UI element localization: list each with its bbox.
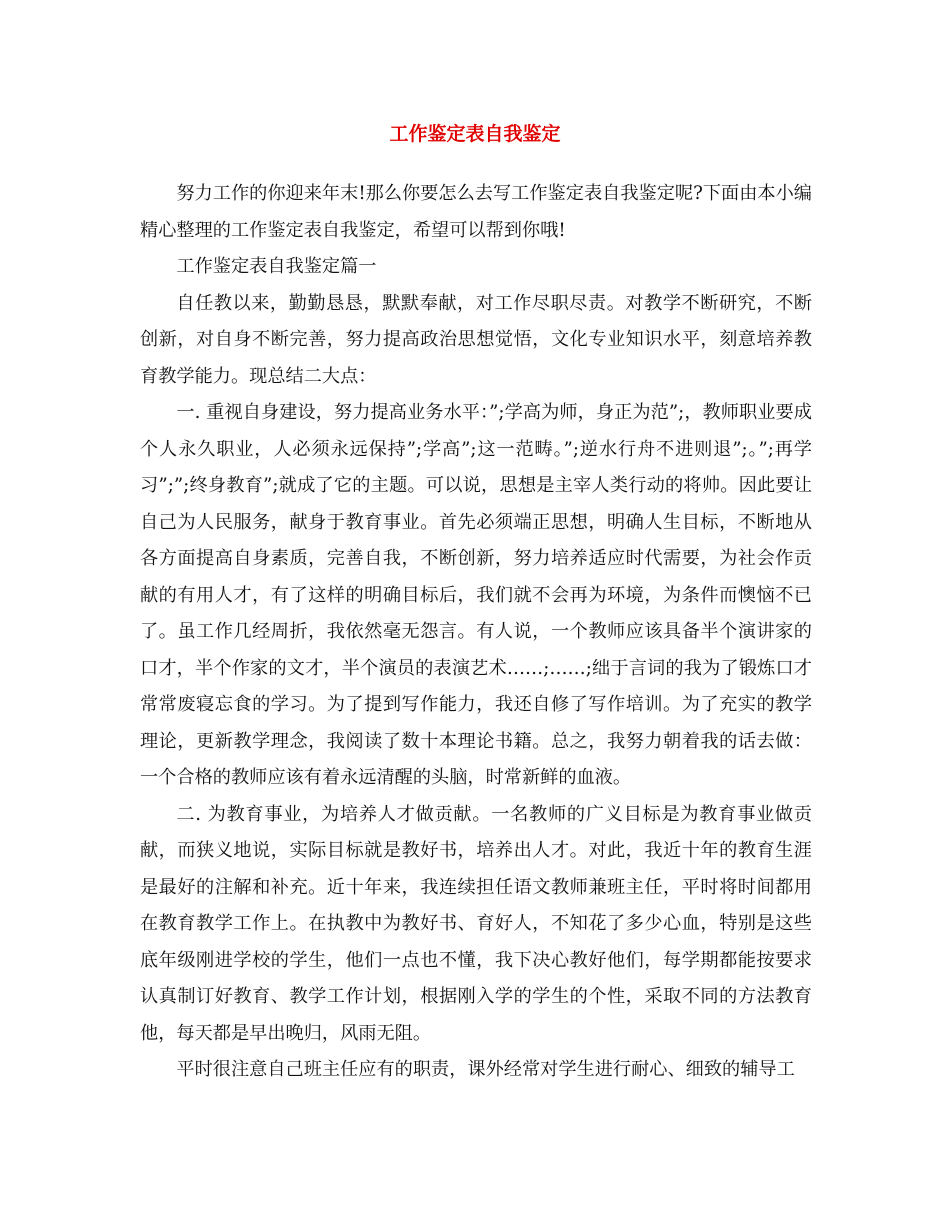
document-body — [140, 176, 812, 1089]
paragraph-summary: 自任教以来，勤勤恳恳，默默奉献，对工作尽职尽责。对教学不断研究，不断创新，对自身不断完善，努力提高政治思想觉悟，文化专业知识水平，刻意培养教育教学能力。现总结二大点： — [140, 292, 812, 387]
document-title: 工作鉴定表自我鉴定 — [389, 123, 561, 145]
paragraph-intro: 努力工作的你迎来年末!那么你要怎么去写工作鉴定表自我鉴定呢?下面由本小编精心整理的工作鉴定表自我鉴定，希望可以帮到你哦! — [140, 183, 812, 241]
paragraph-point-two: 二. 为教育事业，为培养人才做贡献。一名教师的广义目标是为教育事业做贡献，而狭义地说，实际目标就是教好书，培养出人才。对此，我近十年的教育生涯是最好的注解和补充。近十年来，我连续担任语文教师兼班主任，平时将时间都用在教育教学工作上。在执教中为教好书、育好人，不知花了多少心血，特别是这些底年级刚进学校的学生，他们一点也不懂，我下决心教好他们，每学期都能按要求认真制订好教育、教学工作计划，根据刚入学的学生的个性，采取不同的方法教育他，每天都是早出晚归，风雨无阻。 — [140, 803, 812, 1044]
paragraph-point-one: 一. 重视自身建设，努力提高业务水平：”;学高为师，身正为范”;，教师职业要成个人永久职业，人必须永远保持”;学高”;这一范畴。”;逆水行舟不进则退”;。”;再学习”;”;终身教育”;就成了它的主题。可以说，思想是主宰人类行动的将帅。因此要让自己为人民服务，献身于教育事业。首先必须端正思想，明确人生目标，不断地从各方面提高自身素质，完善自我，不断创新，努力培养适应时代需要，为社会作贡献的有用人才，有了这样的明确目标后，我们就不会再为环境，为条件而懊恼不已了。虽工作几经周折，我依然毫无怨言。有人说，一个教师应该具备半个演讲家的口才，半个作家的文才，半个演员的表演艺术……;……;绌于言词的我为了锻炼口才常常废寝忘食的学习。为了提到写作能力，我还自修了写作培训。为了充实的教学理论，更新教学理念，我阅读了数十本理论书籍。总之，我努力朝着我的话去做：一个合格的教师应该有着永远清醒的头脑，时常新鲜的血液。 — [140, 402, 812, 788]
paragraph-section-heading: 工作鉴定表自我鉴定篇一 — [176, 256, 377, 277]
paragraph-continuation: 平时很注意自己班主任应有的职责，课外经常对学生进行耐心、细致的辅导工 — [176, 1059, 795, 1080]
